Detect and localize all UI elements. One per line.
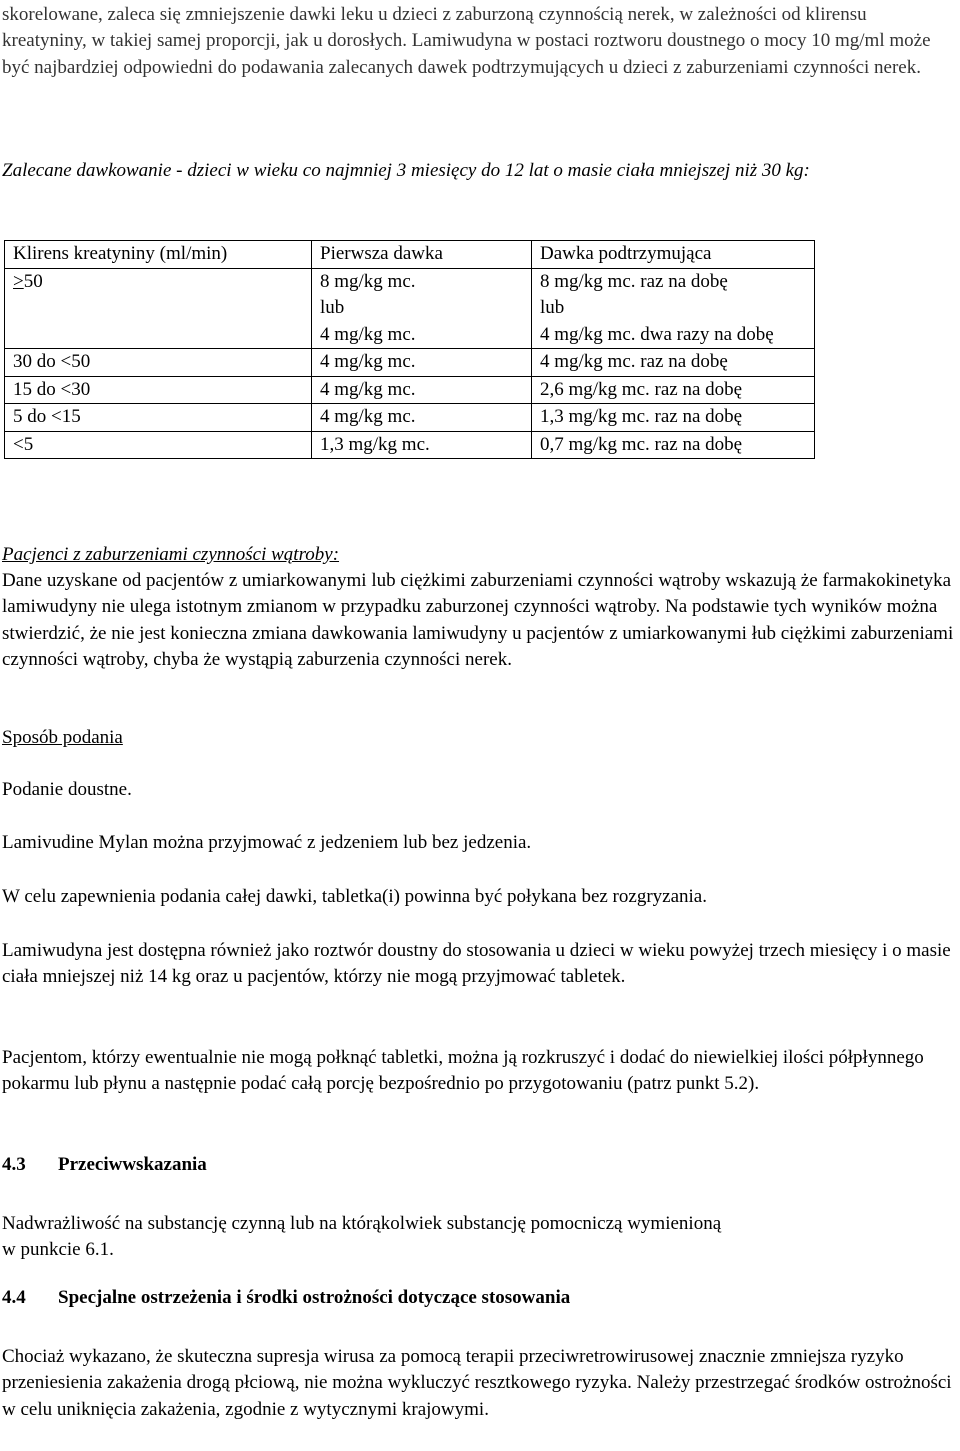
- first-dose-or: lub: [320, 297, 345, 318]
- cell-maintenance: 4 mg/kg mc. raz na dobę: [532, 349, 815, 377]
- hepatic-paragraph: Dane uzyskane od pacjentów z umiarkowanymi lub ciężkimi zaburzeniami czynności wątroby wskazują że farmakokinetyka lamiwudyny nie ulega istotnym zmianom w przypadku zaburzonej czynności wątroby. Na podstawie tych wyników można stwierdzić, że nie jest konieczna zmiana dawkowania lamiwudyny u pacjentów z umiarkowanymi łub ciężkimi zaburzeniami czynności wątroby, chyba że wystąpią zaburzenia czynności nerek.: [2, 570, 954, 671]
- dosing-table: [4, 240, 815, 459]
- cell-first-dose: 4 mg/kg mc.: [312, 376, 532, 404]
- table-row: [5, 404, 815, 432]
- section-title: Specjalne ostrzeżenia i środki ostrożności dotyczące stosowania: [58, 1287, 571, 1308]
- maintenance-line: 4 mg/kg mc. dwa razy na dobę: [540, 323, 774, 345]
- first-dose-line: 8 mg/kg mc.: [320, 270, 416, 292]
- administration-paragraph-3: W celu zapewnienia podania całej dawki, tabletka(i) powinna być połykana bez rozgryzania.: [2, 886, 707, 907]
- greater-equal-symbol: >: [13, 270, 24, 292]
- text-line: Nadwrażliwość na substancję czynną lub na którąkolwiek substancję pomocniczą wymienioną: [2, 1213, 722, 1234]
- section-4-4-paragraph: Chociaż wykazano, że skuteczna supresja wirusa za pomocą terapii przeciwretrowirusowej znacznie zmniejsza ryzyko przeniesienia zakażenia drogą płciową, nie można wykluczyć resztkowego ryzyka. Należy przestrzegać środków ostrożności w celu uniknięcia zakażenia, zgodnie z wytycznymi krajowymi.: [2, 1346, 952, 1420]
- administration-heading: Sposób podania: [2, 727, 123, 748]
- table-header-row: [5, 241, 815, 269]
- cell-clearance: 30 do <50: [5, 349, 312, 377]
- table-row: [5, 376, 815, 404]
- clearance-value: 50: [23, 270, 43, 292]
- cell-maintenance: 1,3 mg/kg mc. raz na dobę: [532, 404, 815, 432]
- hepatic-heading: Pacjenci z zaburzeniami czynności wątroby:: [2, 544, 340, 565]
- maintenance-line: 8 mg/kg mc. raz na dobę: [540, 270, 728, 292]
- section-number: 4.4: [2, 1287, 26, 1308]
- section-4-3-paragraph: [2, 1211, 956, 1264]
- administration-paragraph-5: Pacjentom, którzy ewentualnie nie mogą połknąć tabletki, można ją rozkruszyć i dodać do niewielkiej ilości półpłynnego pokarmu lub płynu a następnie podać całą porcję bezpośrednio po przygotowaniu (patrz punkt 5.2).: [2, 1047, 924, 1095]
- text-line: w punkcie 6.1.: [2, 1239, 114, 1261]
- section-4-4-heading: [2, 1285, 956, 1311]
- cell-clearance: [5, 268, 312, 349]
- cell-clearance: 5 do <15: [5, 404, 312, 432]
- cell-first-dose: 4 mg/kg mc.: [312, 349, 532, 377]
- cell-maintenance: 0,7 mg/kg mc. raz na dobę: [532, 431, 815, 459]
- administration-paragraph-4: Lamiwudyna jest dostępna również jako roztwór doustny do stosowania u dzieci w wieku powyżej trzech miesięcy i o masie ciała mniejszej niż 14 kg oraz u pacjentów, którzy nie mogą przyjmować tabletek.: [2, 940, 951, 988]
- table-row: [5, 349, 815, 377]
- cell-maintenance: [532, 268, 815, 349]
- header-first-dose: Pierwsza dawka: [312, 241, 532, 269]
- cell-first-dose: 1,3 mg/kg mc.: [312, 431, 532, 459]
- header-clearance: Klirens kreatyniny (ml/min): [5, 241, 312, 269]
- section-title: Przeciwwskazania: [58, 1154, 207, 1175]
- section-4-3-heading: [2, 1152, 956, 1178]
- table-row: [5, 431, 815, 459]
- table-row: [5, 268, 815, 349]
- administration-paragraph-1: Podanie doustne.: [2, 779, 132, 800]
- pediatric-dosing-heading: Zalecane dawkowanie - dzieci w wieku co najmniej 3 miesięcy do 12 lat o masie ciała mniejszej niż 30 kg:: [2, 160, 810, 181]
- cell-first-dose: [312, 268, 532, 349]
- cell-clearance: 15 do <30: [5, 376, 312, 404]
- administration-paragraph-2: Lamivudine Mylan można przyjmować z jedzeniem lub bez jedzenia.: [2, 832, 532, 853]
- cell-clearance: <5: [5, 431, 312, 459]
- header-maintenance: Dawka podtrzymująca: [532, 241, 815, 269]
- maintenance-or: lub: [540, 297, 565, 318]
- cell-first-dose: 4 mg/kg mc.: [312, 404, 532, 432]
- cell-maintenance: 2,6 mg/kg mc. raz na dobę: [532, 376, 815, 404]
- section-number: 4.3: [2, 1154, 26, 1175]
- first-dose-line: 4 mg/kg mc.: [320, 323, 416, 345]
- intro-paragraph: skorelowane, zaleca się zmniejszenie dawki leku u dzieci z zaburzoną czynnością nerek, w zależności od klirensu kreatyniny, w takiej samej proporcji, jak u dorosłych. Lamiwudyna w postaci roztworu doustnego o mocy 10 mg/ml może być najbardziej odpowiedni do podawania zalecanych dawek podtrzymujących u dzieci z zaburzeniami czynności nerek.: [2, 4, 931, 78]
